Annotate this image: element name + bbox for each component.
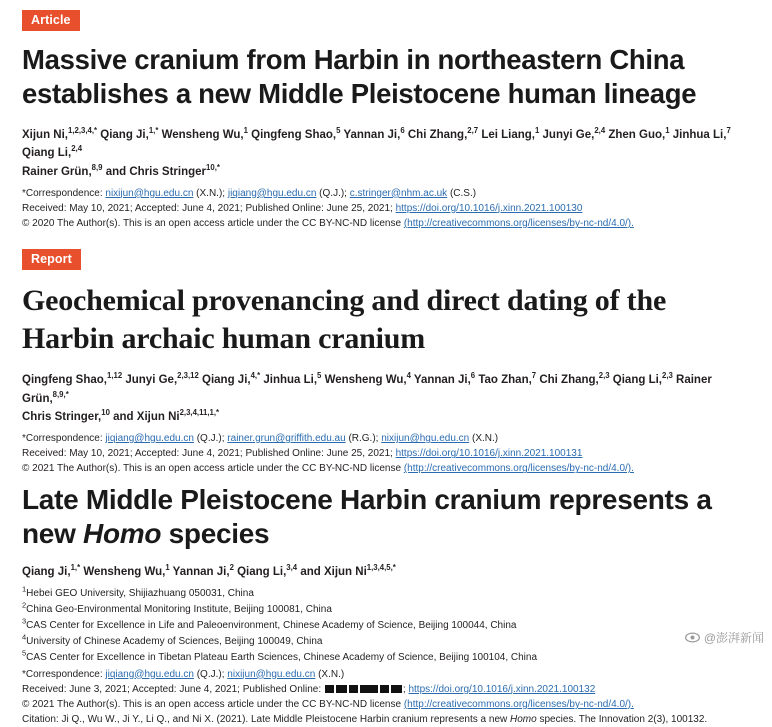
article-1-copyright-text: © 2020 The Author(s). This is an open access article under the CC BY-NC-ND license <box>22 218 402 229</box>
doi-link[interactable]: https://doi.org/10.1016/j.xinn.2021.100131 <box>395 448 583 460</box>
doi-link[interactable]: https://doi.org/10.1016/j.xinn.2021.100130 <box>395 202 583 214</box>
article-3-title-italic: Homo <box>83 517 162 549</box>
article-1-body <box>0 43 772 231</box>
redaction-mark <box>391 685 402 693</box>
article-3-title: Late Middle Pleistocene Harbin cranium represents a new Homo species <box>22 483 712 549</box>
article-3-correspondence: *Correspondence: jiqiang@hgu.edu.cn (Q.J.); nixijun@hgu.edu.cn (X.N.) <box>22 668 345 680</box>
article-2-title <box>22 282 750 357</box>
article-3-authors-line-1: Qiang Ji,$^{1,*}$ Wensheng Wu,$^1$ Yannan Ji,$^2$ Qiang Li,$^{3,4}$ and Xijun $Ni^{1,3,4,5,*}$ <box>22 563 396 578</box>
article-2-badge-wrap <box>0 239 772 270</box>
article-1-dates <box>22 201 750 216</box>
redaction-mark <box>336 685 347 693</box>
license-link[interactable]: (http://creativecommons.org/licenses/by-nc-nd/4.0/). <box>403 463 634 475</box>
article-2-authors <box>22 371 750 427</box>
email-link[interactable]: nixijun@hgu.edu.cn <box>381 433 470 445</box>
article-3-received: Received: June 3, 2021; Accepted: June 4, 2021; Published Online: <box>22 683 322 695</box>
article-2-title-line-2: Harbin archaic human cranium <box>22 321 426 355</box>
article-1-title-line-1: Massive cranium from Harbin in northeastern China <box>22 44 685 75</box>
article-2-title-line-1: Geochemical provenancing and direct dating of the <box>22 284 667 318</box>
article-3-title-line-1: Late Middle Pleistocene Harbin cranium represents a <box>22 483 712 515</box>
article-1-authors <box>22 126 750 182</box>
email-link[interactable]: jiqiang@hgu.edu.cn <box>105 433 194 445</box>
watermark <box>685 629 764 646</box>
doi-link[interactable]: https://doi.org/10.1016/j.xinn.2021.100132 <box>408 683 596 695</box>
article-3-copyright <box>22 697 750 712</box>
article-1 <box>0 0 772 231</box>
email-link[interactable]: c.stringer@nhm.ac.uk <box>349 187 448 199</box>
article-2-body <box>0 282 772 476</box>
citation-italic: Homo <box>510 714 537 726</box>
article-3-authors <box>22 563 750 582</box>
article-1-badge-wrap <box>0 0 772 31</box>
email-link[interactable]: rainer.grun@griffith.edu.au <box>227 433 346 445</box>
article-1-correspondence: *Correspondence: nixijun@hgu.edu.cn (X.N.); jiqiang@hgu.edu.cn (Q.J.); c.stringer@nhm.ac.uk (C.S.) <box>22 187 477 199</box>
redaction-mark <box>349 685 358 693</box>
license-link[interactable]: (http://creativecommons.org/licenses/by-nc-nd/4.0/). <box>403 698 634 710</box>
article-2-copyright-text: © 2021 The Author(s). This is an open access article under the CC BY-NC-ND license <box>22 463 402 475</box>
license-link[interactable]: (http://creativecommons.org/licenses/by-nc-nd/4.0/). <box>403 218 634 229</box>
redaction-mark <box>325 685 334 693</box>
email-link[interactable]: jiqiang@hgu.edu.cn <box>105 668 194 680</box>
article-type-badge: Report <box>22 249 81 270</box>
article-type-badge: Article <box>22 10 80 31</box>
email-link[interactable]: jiqiang@hgu.edu.cn <box>227 187 317 199</box>
email-link[interactable]: nixijun@hgu.edu.cn <box>227 668 316 680</box>
article-2-correspondence: *Correspondence: jiqiang@hgu.edu.cn (Q.J.); rainer.grun@griffith.edu.au (R.G.); nixijun@hgu.edu.cn (X.N.) <box>22 433 499 445</box>
affiliation-1: $^1$Hebei GEO University, Shijiazhuang 050031, China <box>22 584 254 599</box>
article-2 <box>0 239 772 476</box>
redaction-mark <box>360 685 378 693</box>
article-2-authors-line-2: Chris Stringer,$^{10}$ and Xijun $Ni^{2,3,4,11,1,*}$ <box>22 408 220 424</box>
affiliation-2: $^2$China Geo-Environmental Monitoring Institute, Beijing 100081, China <box>22 600 332 615</box>
article-1-copyright <box>22 216 750 231</box>
affiliation-5: $^5$CAS Center for Excellence in Tibetan Plateau Earth Sciences, Chinese Academy of Science, Beijing 100104, China <box>22 648 538 664</box>
email-link[interactable]: nixijun@hgu.edu.cn <box>105 187 194 199</box>
affiliation-4: $^4$University of Chinese Academy of Sciences, Beijing 100049, China <box>22 632 323 648</box>
article-1-received: Received: May 10, 2021; Accepted: June 4, 2021; Published Online: June 25, 2021; <box>22 202 393 214</box>
article-3-body <box>0 483 772 727</box>
article-3-affiliations <box>22 586 750 667</box>
affiliation-3: $^3$CAS Center for Excellence in Life and Paleoenvironment, Chinese Academy of Science, Beijing 100044, China <box>22 616 517 631</box>
article-1-title-line-2: establishes a new Middle Pleistocene human lineage <box>22 78 697 110</box>
article-2-received: Received: May 10, 2021; Accepted: June 4, 2021; Published Online: June 25, 2021; <box>22 448 393 460</box>
article-3 <box>0 483 772 727</box>
article-2-dates <box>22 446 750 461</box>
article-3-dates: Received: June 3, 2021; Accepted: June 4, 2021; Published Online: ; https://doi.org/10.1016/j.xinn.2021.100132 <box>22 683 596 695</box>
weibo-eye-icon <box>685 630 700 645</box>
watermark-text: @澎湃新闻 <box>703 631 764 645</box>
redaction-mark <box>380 685 389 693</box>
article-2-authors-line-1: Qingfeng Shao,$^{1,12}$ Junyi Ge,$^{2,3,12}$ Qiang Ji,$^{4,*}$ Jinhua Li,$^5$ Wensheng Wu,$^4$ Yannan Ji,$^6$ Tao Zhan,$^7$ Chi Zhang,$^{2,3}$ Qiang Li,$^{2,3}$ Rainer Grün,$^{8,9,*}$ <box>22 371 712 405</box>
article-1-authors-line-1: Xijun Ni,$^{1,2,3,4,*}$ Qiang Ji,$^{1,*}$ Wensheng Wu,$^1$ Qingfeng Shao,$^5$ Yannan Ji,$^6$ Chi Zhang,$^{2,7}$ Lei Liang,$^1$ Junyi Ge,$^{2,4}$ Zhen Guo,$^1$ Jinhua Li,$^7$ Qiang Li,$^{2,4}$ <box>22 125 731 160</box>
article-3-copyright-text: © 2021 The Author(s). This is an open access article under the CC BY-NC-ND license <box>22 698 402 710</box>
article-2-copyright <box>22 461 750 476</box>
article-3-citation: Citation: Ji Q., Wu W., Ji Y., Li Q., and Ni X. (2021). Late Middle Pleistocene Harbin cranium represents a new Homo species. The Innovation 2(3), 100132. <box>22 714 708 726</box>
article-1-title <box>22 43 750 112</box>
article-1-authors-line-2: Rainer Grün,$^{8,9}$ and Chris Stringer$^{10,*}$ <box>22 163 220 178</box>
